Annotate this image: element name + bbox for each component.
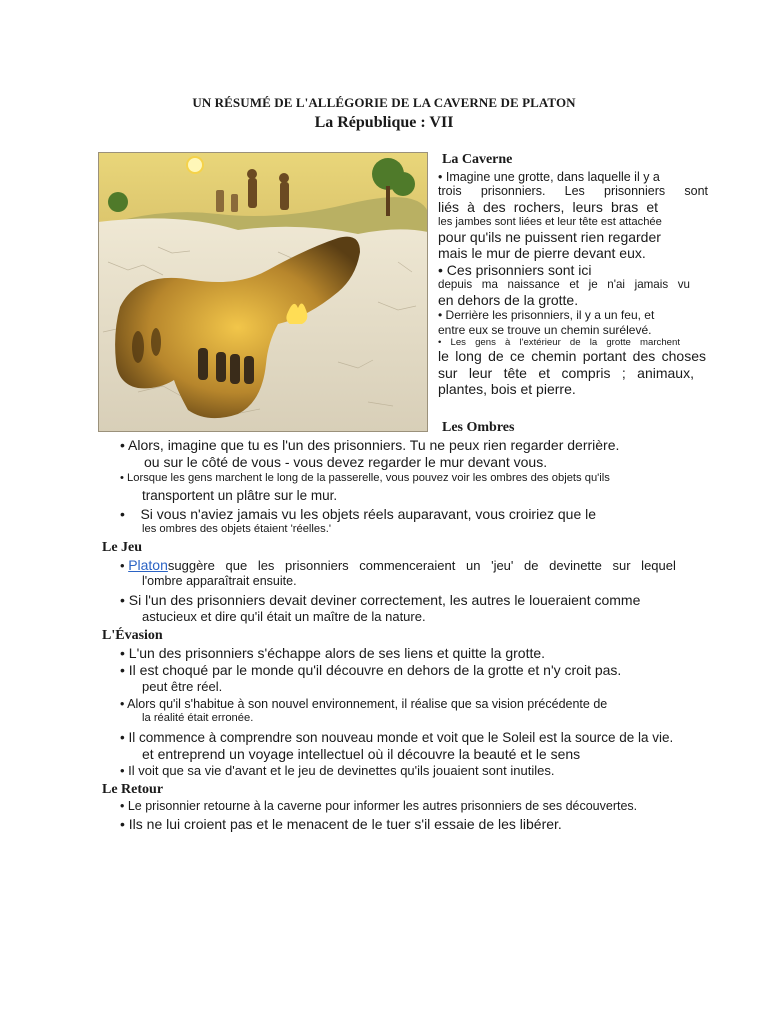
caverne-line: sur leur tête et compris ; animaux, — [438, 364, 694, 381]
evasion-line: • Il voit que sa vie d'avant et le jeu de devinettes qu'ils jouaient sont inutiles. — [120, 762, 555, 778]
document-title: UN RÉSUMÉ DE L'ALLÉGORIE DE LA CAVERNE DE PLATON — [192, 95, 576, 110]
caverne-line: • Ces prisonniers sont ici — [438, 261, 592, 278]
caverne-line: entre eux se trouve un chemin surélevé. — [438, 322, 652, 337]
caverne-line: liés à des rochers, leurs bras et — [438, 199, 658, 216]
ombres-line: • Alors, imagine que tu es l'un des prisonniers. Tu ne peux rien regarder derrière. — [120, 436, 620, 453]
ombres-line: ou sur le côté de vous - vous devez regarder le mur devant vous. — [144, 453, 548, 470]
heading-jeu: Le Jeu — [102, 540, 143, 556]
section-caverne — [438, 152, 708, 398]
evasion-line: • Il commence à comprendre son nouveau monde et voit que le Soleil est la source de la vie. — [120, 729, 674, 745]
heading-caverne: La Caverne — [442, 152, 513, 167]
retour-line: • Le prisonnier retourne à la caverne pour informer les autres prisonniers de ses découvertes. — [120, 799, 638, 814]
caverne-line: • Imagine une grotte, dans laquelle il y a — [438, 169, 660, 184]
jeu-line: • Si l'un des prisonniers devait deviner correctement, les autres le loueraient comme — [120, 591, 641, 608]
evasion-line: et entreprend un voyage intellectuel où il découvre la beauté et le sens — [142, 745, 581, 762]
heading-evasion: L'Évasion — [102, 628, 163, 644]
ombres-line: • Si vous n'aviez jamais vu les objets réels auparavant, vous croiriez que le — [120, 506, 597, 523]
evasion-line: la réalité était erronée. — [142, 712, 254, 725]
evasion-line: • L'un des prisonniers s'échappe alors de ses liens et quitte la grotte. — [120, 645, 546, 662]
caverne-line: pour qu'ils ne puissent rien regarder — [438, 228, 661, 245]
caverne-line: plantes, bois et pierre. — [438, 381, 576, 398]
heading-ombres: Les Ombres — [442, 420, 515, 435]
caverne-line: • Derrière les prisonniers, il y a un feu, et — [438, 308, 655, 323]
document-subtitle: La République : VII — [314, 114, 454, 131]
jeu-bullet: • — [120, 558, 125, 574]
evasion-line: • Alors qu'il s'habitue à son nouvel environnement, il réalise que sa vision précédente de — [120, 697, 608, 712]
retour-line: • Ils ne lui croient pas et le menacent de le tuer s'il essaie de les libérer. — [120, 816, 562, 833]
evasion-line: peut être réel. — [142, 678, 223, 694]
jeu-line-rest: suggère que les prisonniers commenceraient un 'jeu' de devinette sur lequel — [167, 558, 676, 574]
caverne-line: mais le mur de pierre devant eux. — [438, 245, 646, 262]
platon-link[interactable]: Platon — [128, 557, 168, 574]
heading-retour: Le Retour — [102, 782, 164, 798]
evasion-line: • Il est choqué par le monde qu'il découvre en dehors de la grotte et n'y croit pas. — [120, 661, 622, 678]
caverne-line: en dehors de la grotte. — [438, 291, 579, 308]
caverne-line: les jambes sont liées et leur tête est attachée — [438, 215, 662, 228]
caverne-line: trois prisonniers. Les prisonniers sont — [438, 184, 708, 199]
jeu-line: l'ombre apparaîtrait ensuite. — [142, 573, 297, 588]
caverne-line: le long de ce chemin portant des choses — [438, 348, 706, 365]
ombres-line: • Lorsque les gens marchent le long de la passerelle, vous pouvez voir les ombres des objets qu'ils — [120, 472, 610, 485]
caverne-line: depuis ma naissance et je n'ai jamais vu — [438, 278, 690, 292]
section-lower — [102, 420, 702, 833]
ombres-line: transportent un plâtre sur le mur. — [142, 487, 338, 503]
cave-allegory-illustration — [98, 152, 428, 432]
caverne-line: • Les gens à l'extérieur de la grotte marchent — [438, 336, 680, 348]
jeu-line: astucieux et dire qu'il était un maître de la nature. — [142, 608, 426, 624]
jeu-line — [102, 557, 702, 574]
ombres-line: les ombres des objets étaient 'réelles.' — [142, 522, 331, 535]
